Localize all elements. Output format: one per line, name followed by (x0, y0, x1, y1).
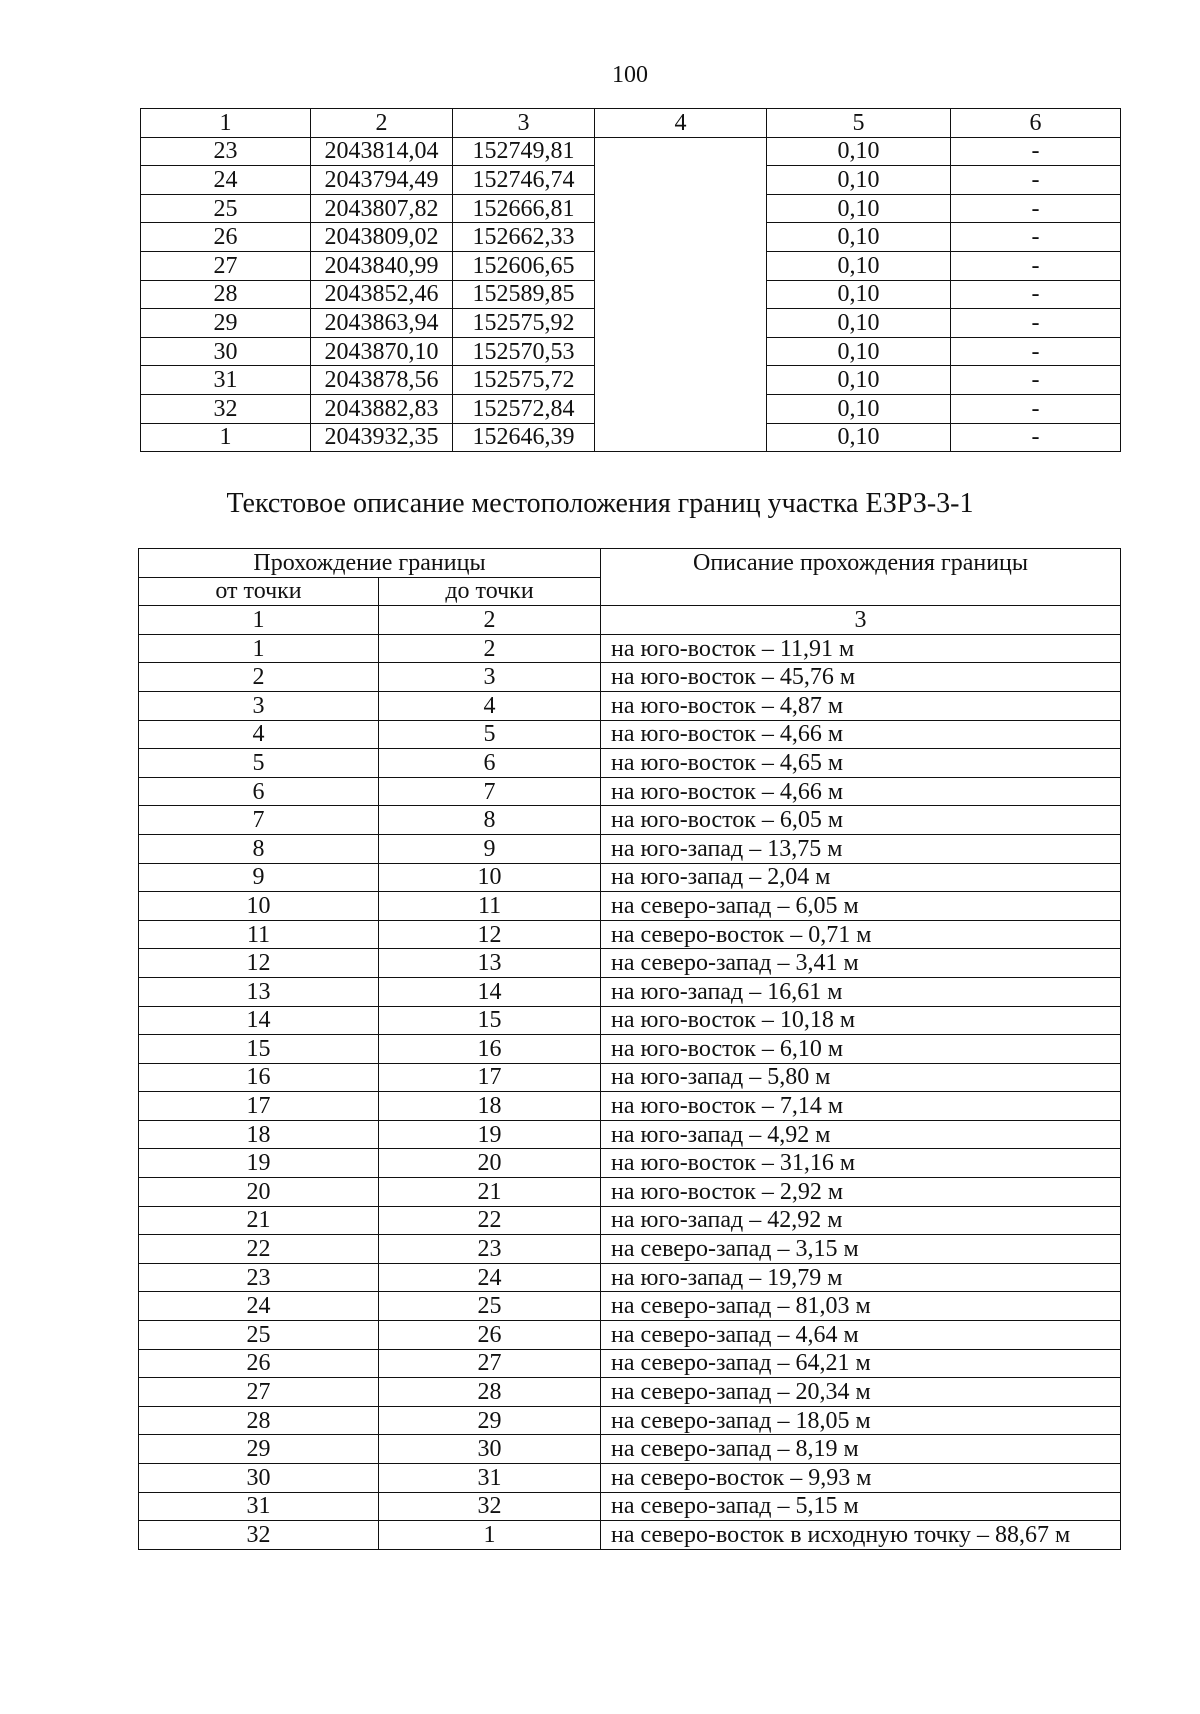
to-point-cell: 1 (379, 1521, 601, 1550)
table-cell: 2043807,82 (311, 194, 453, 223)
table-cell: 0,10 (767, 137, 951, 166)
table-cell: 31 (141, 366, 311, 395)
to-point-cell: 27 (379, 1349, 601, 1378)
table-cell: 152646,39 (453, 423, 595, 452)
description-cell: на северо-восток – 0,71 м (601, 920, 1121, 949)
to-point-cell: 7 (379, 777, 601, 806)
to-point-cell: 10 (379, 863, 601, 892)
description-cell: на северо-восток – 9,93 м (601, 1464, 1121, 1493)
table-cell: - (951, 280, 1121, 309)
table-row (139, 892, 1121, 921)
description-cell: на юго-восток – 4,66 м (601, 777, 1121, 806)
table-row (139, 663, 1121, 692)
from-point-cell: 15 (139, 1035, 379, 1064)
coordinates-header-cell: 1 (141, 109, 311, 138)
from-point-cell: 3 (139, 691, 379, 720)
from-point-cell: 18 (139, 1120, 379, 1149)
table-cell: 2043814,04 (311, 137, 453, 166)
table-cell: - (951, 137, 1121, 166)
table-row (139, 1235, 1121, 1264)
table-cell: 152666,81 (453, 194, 595, 223)
table-cell: - (951, 423, 1121, 452)
table-cell: - (951, 309, 1121, 338)
description-cell: на юго-восток – 2,92 м (601, 1178, 1121, 1207)
to-point-cell: 31 (379, 1464, 601, 1493)
table-cell: 0,10 (767, 309, 951, 338)
description-cell: на северо-запад – 6,05 м (601, 892, 1121, 921)
table-cell: 29 (141, 309, 311, 338)
description-cell: на юго-восток – 6,05 м (601, 806, 1121, 835)
from-point-cell: 22 (139, 1235, 379, 1264)
table-row (139, 1492, 1121, 1521)
from-point-cell: 10 (139, 892, 379, 921)
coordinates-table (140, 108, 1121, 452)
from-point-cell: 12 (139, 949, 379, 978)
to-point-cell: 32 (379, 1492, 601, 1521)
description-cell: на юго-восток – 4,66 м (601, 720, 1121, 749)
table-row (139, 1406, 1121, 1435)
table-cell: 152746,74 (453, 166, 595, 195)
table-row (139, 1521, 1121, 1550)
table-cell: 2043882,83 (311, 394, 453, 423)
to-point-cell: 30 (379, 1435, 601, 1464)
table-row (139, 1349, 1121, 1378)
to-point-cell: 22 (379, 1206, 601, 1235)
table-row (139, 720, 1121, 749)
from-point-cell: 4 (139, 720, 379, 749)
from-point-cell: 16 (139, 1063, 379, 1092)
header-boundary-passage: Прохождение границы (139, 549, 601, 578)
table-cell: 0,10 (767, 280, 951, 309)
table-cell: 2043878,56 (311, 366, 453, 395)
page-number: 100 (612, 62, 648, 88)
description-cell: на северо-запад – 64,21 м (601, 1349, 1121, 1378)
to-point-cell: 15 (379, 1006, 601, 1035)
from-point-cell: 6 (139, 777, 379, 806)
table-cell: 32 (141, 394, 311, 423)
to-point-cell: 25 (379, 1292, 601, 1321)
table-row (139, 1206, 1121, 1235)
table-cell: 26 (141, 223, 311, 252)
to-point-cell: 19 (379, 1120, 601, 1149)
boundary-header-row (139, 549, 1121, 578)
table-cell: 25 (141, 194, 311, 223)
to-point-cell: 11 (379, 892, 601, 921)
to-point-cell: 5 (379, 720, 601, 749)
table-row (139, 1120, 1121, 1149)
table-cell: 0,10 (767, 251, 951, 280)
description-cell: на юго-запад – 5,80 м (601, 1063, 1121, 1092)
table-cell: 30 (141, 337, 311, 366)
table-row (139, 1292, 1121, 1321)
table-cell: 2043794,49 (311, 166, 453, 195)
table-cell: 2043852,46 (311, 280, 453, 309)
to-point-cell: 17 (379, 1063, 601, 1092)
table-cell: 23 (141, 137, 311, 166)
description-cell: на юго-восток – 7,14 м (601, 1092, 1121, 1121)
table-cell: - (951, 223, 1121, 252)
table-cell: - (951, 337, 1121, 366)
description-cell: на северо-запад – 4,64 м (601, 1321, 1121, 1350)
to-point-cell: 9 (379, 834, 601, 863)
table-cell: 152662,33 (453, 223, 595, 252)
description-cell: на юго-восток – 31,16 м (601, 1149, 1121, 1178)
to-point-cell: 28 (379, 1378, 601, 1407)
coordinates-header-row (141, 109, 1121, 138)
section-title: Текстовое описание местоположения границ участка ЕЗРЗ-3-1 (226, 488, 974, 519)
to-point-cell: 21 (379, 1178, 601, 1207)
description-cell: на северо-запад – 18,05 м (601, 1406, 1121, 1435)
column-number: 1 (139, 606, 379, 635)
from-point-cell: 21 (139, 1206, 379, 1235)
from-point-cell: 24 (139, 1292, 379, 1321)
from-point-cell: 32 (139, 1521, 379, 1550)
table-row (139, 1464, 1121, 1493)
header-boundary-description: Описание прохождения границы (601, 549, 1121, 606)
table-row (139, 1063, 1121, 1092)
to-point-cell: 18 (379, 1092, 601, 1121)
description-cell: на юго-запад – 42,92 м (601, 1206, 1121, 1235)
to-point-cell: 20 (379, 1149, 601, 1178)
from-point-cell: 25 (139, 1321, 379, 1350)
coordinates-header-cell: 4 (595, 109, 767, 138)
header-from-point: от точки (139, 577, 379, 606)
table-cell: 2043863,94 (311, 309, 453, 338)
from-point-cell: 11 (139, 920, 379, 949)
table-row (139, 691, 1121, 720)
table-row (139, 749, 1121, 778)
description-cell: на юго-запад – 19,79 м (601, 1263, 1121, 1292)
to-point-cell: 8 (379, 806, 601, 835)
table-cell: 0,10 (767, 337, 951, 366)
table-row (139, 1035, 1121, 1064)
from-point-cell: 9 (139, 863, 379, 892)
to-point-cell: 12 (379, 920, 601, 949)
from-point-cell: 23 (139, 1263, 379, 1292)
description-cell: на юго-восток – 4,65 м (601, 749, 1121, 778)
to-point-cell: 2 (379, 634, 601, 663)
description-cell: на северо-восток в исходную точку – 88,67 м (601, 1521, 1121, 1550)
table-row (139, 1378, 1121, 1407)
description-cell: на юго-восток – 45,76 м (601, 663, 1121, 692)
table-row (139, 634, 1121, 663)
table-row (139, 834, 1121, 863)
description-cell: на северо-запад – 3,41 м (601, 949, 1121, 978)
coordinates-table-body (141, 109, 1121, 452)
description-cell: на северо-запад – 81,03 м (601, 1292, 1121, 1321)
table-cell: 152575,72 (453, 366, 595, 395)
table-cell: 2043809,02 (311, 223, 453, 252)
from-point-cell: 13 (139, 977, 379, 1006)
description-cell: на юго-запад – 16,61 м (601, 977, 1121, 1006)
from-point-cell: 28 (139, 1406, 379, 1435)
boundary-number-row (139, 606, 1121, 635)
table-cell: 2043932,35 (311, 423, 453, 452)
table-row (139, 1263, 1121, 1292)
table-cell: 152575,92 (453, 309, 595, 338)
description-cell: на северо-запад – 3,15 м (601, 1235, 1121, 1264)
merged-cell (595, 137, 767, 452)
table-cell: 152572,84 (453, 394, 595, 423)
table-cell: 0,10 (767, 394, 951, 423)
table-row (139, 920, 1121, 949)
table-cell: 0,10 (767, 166, 951, 195)
table-row (139, 806, 1121, 835)
from-point-cell: 2 (139, 663, 379, 692)
header-to-point: до точки (379, 577, 601, 606)
table-cell: 2043840,99 (311, 251, 453, 280)
boundary-table-body (139, 549, 1121, 1550)
from-point-cell: 29 (139, 1435, 379, 1464)
from-point-cell: 8 (139, 834, 379, 863)
table-cell: 0,10 (767, 223, 951, 252)
table-cell: 0,10 (767, 366, 951, 395)
table-cell: - (951, 166, 1121, 195)
description-cell: на юго-восток – 11,91 м (601, 634, 1121, 663)
table-row (139, 777, 1121, 806)
table-row (139, 1321, 1121, 1350)
table-cell: 152570,53 (453, 337, 595, 366)
coordinates-header-cell: 5 (767, 109, 951, 138)
table-row (141, 137, 1121, 166)
description-cell: на северо-запад – 8,19 м (601, 1435, 1121, 1464)
table-row (139, 977, 1121, 1006)
table-row (139, 1149, 1121, 1178)
table-cell: 0,10 (767, 194, 951, 223)
to-point-cell: 26 (379, 1321, 601, 1350)
from-point-cell: 7 (139, 806, 379, 835)
table-row (139, 949, 1121, 978)
from-point-cell: 1 (139, 634, 379, 663)
description-cell: на юго-восток – 6,10 м (601, 1035, 1121, 1064)
description-cell: на северо-запад – 5,15 м (601, 1492, 1121, 1521)
from-point-cell: 26 (139, 1349, 379, 1378)
description-cell: на юго-восток – 10,18 м (601, 1006, 1121, 1035)
from-point-cell: 19 (139, 1149, 379, 1178)
table-row (139, 1435, 1121, 1464)
to-point-cell: 6 (379, 749, 601, 778)
coordinates-header-cell: 2 (311, 109, 453, 138)
table-cell: 1 (141, 423, 311, 452)
from-point-cell: 17 (139, 1092, 379, 1121)
table-cell: - (951, 366, 1121, 395)
to-point-cell: 24 (379, 1263, 601, 1292)
to-point-cell: 4 (379, 691, 601, 720)
table-cell: - (951, 251, 1121, 280)
coordinates-header-cell: 3 (453, 109, 595, 138)
from-point-cell: 20 (139, 1178, 379, 1207)
from-point-cell: 30 (139, 1464, 379, 1493)
table-row (139, 1178, 1121, 1207)
table-cell: 0,10 (767, 423, 951, 452)
table-cell: 27 (141, 251, 311, 280)
to-point-cell: 29 (379, 1406, 601, 1435)
from-point-cell: 27 (139, 1378, 379, 1407)
table-cell: 2043870,10 (311, 337, 453, 366)
table-cell: - (951, 194, 1121, 223)
description-cell: на юго-запад – 4,92 м (601, 1120, 1121, 1149)
description-cell: на юго-восток – 4,87 м (601, 691, 1121, 720)
to-point-cell: 14 (379, 977, 601, 1006)
column-number: 2 (379, 606, 601, 635)
column-number: 3 (601, 606, 1121, 635)
table-row (139, 1092, 1121, 1121)
table-row (139, 863, 1121, 892)
table-cell: 152589,85 (453, 280, 595, 309)
to-point-cell: 16 (379, 1035, 601, 1064)
table-cell: 152749,81 (453, 137, 595, 166)
from-point-cell: 31 (139, 1492, 379, 1521)
description-cell: на юго-запад – 2,04 м (601, 863, 1121, 892)
to-point-cell: 3 (379, 663, 601, 692)
to-point-cell: 23 (379, 1235, 601, 1264)
description-cell: на юго-запад – 13,75 м (601, 834, 1121, 863)
to-point-cell: 13 (379, 949, 601, 978)
coordinates-header-cell: 6 (951, 109, 1121, 138)
description-cell: на северо-запад – 20,34 м (601, 1378, 1121, 1407)
from-point-cell: 14 (139, 1006, 379, 1035)
table-row (139, 1006, 1121, 1035)
table-cell: - (951, 394, 1121, 423)
table-cell: 152606,65 (453, 251, 595, 280)
from-point-cell: 5 (139, 749, 379, 778)
table-cell: 28 (141, 280, 311, 309)
boundary-description-table (138, 548, 1121, 1550)
table-cell: 24 (141, 166, 311, 195)
